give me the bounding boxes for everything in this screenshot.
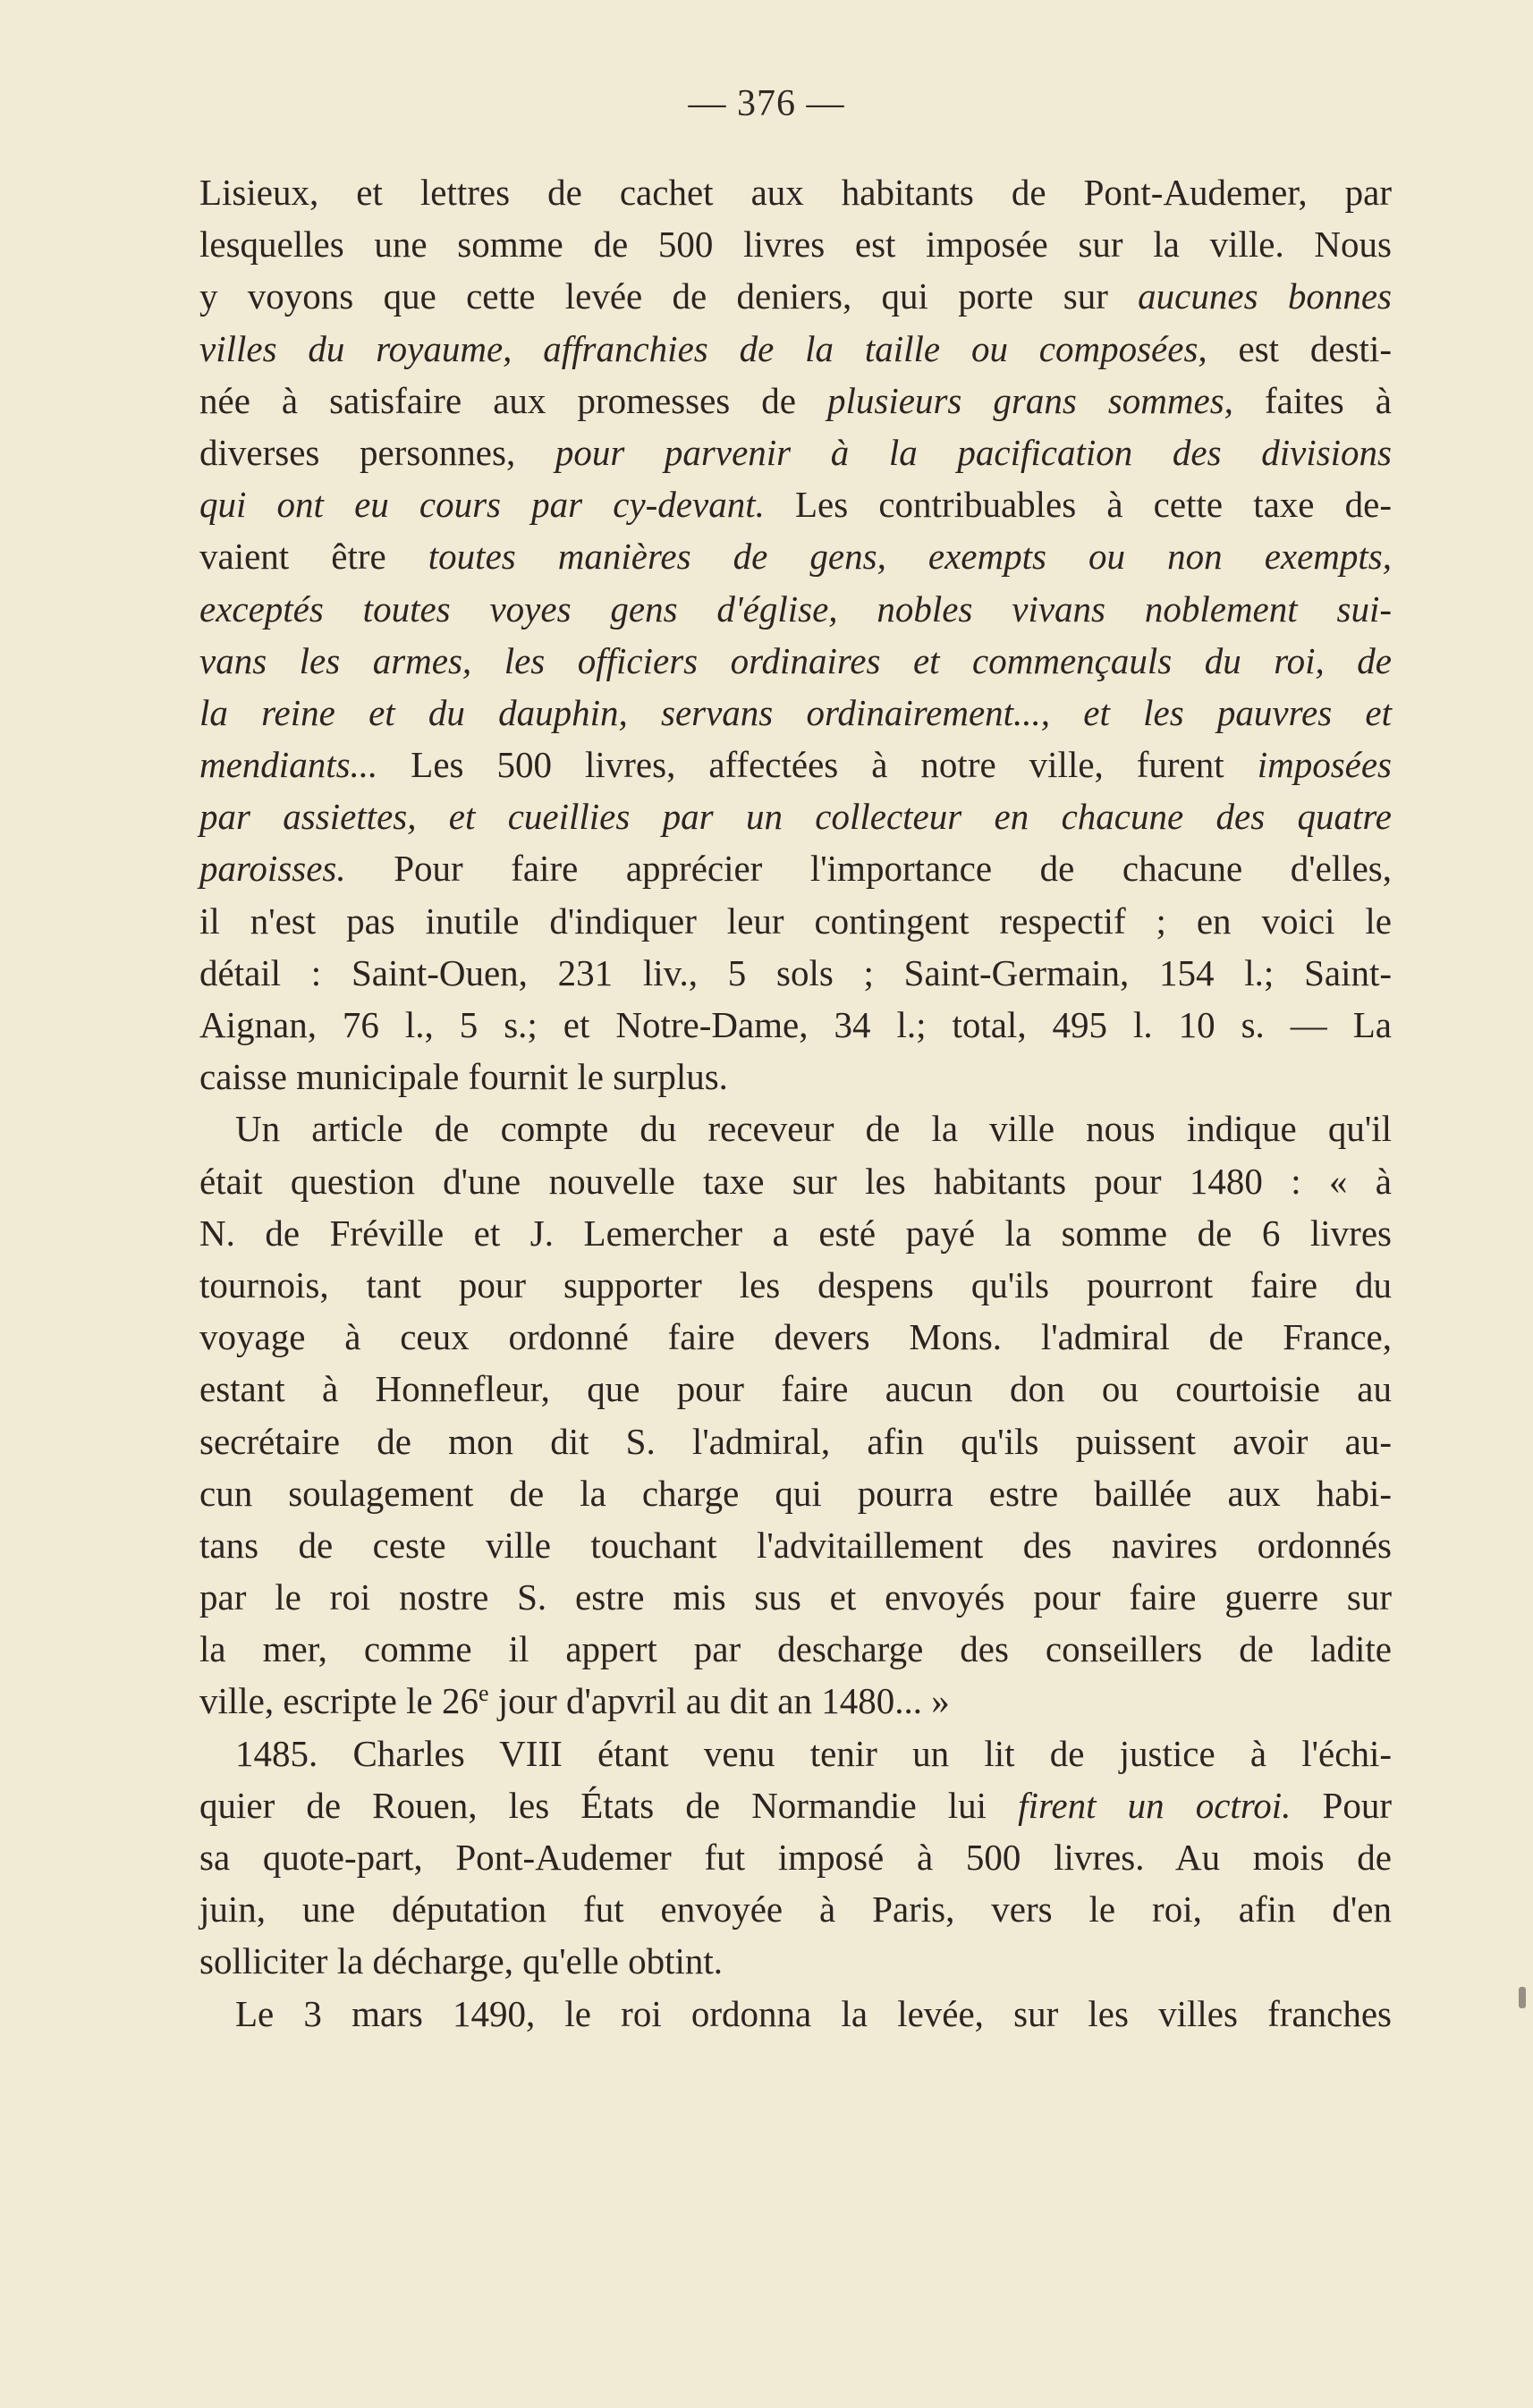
text-run: Les contribuables à cette taxe de-: [764, 484, 1392, 526]
text-run: diverses personnes,: [199, 431, 555, 473]
text-line: [199, 1103, 1392, 1154]
text-run: est desti-: [1207, 327, 1392, 369]
text-line: [199, 947, 1392, 999]
italic-text: la reine et du dauphin, servans ordinairement..., et les pauvres et: [199, 691, 1392, 733]
text-line: [199, 1051, 1392, 1103]
text-line: [199, 1415, 1392, 1467]
text-line: [199, 530, 1392, 582]
text-line: [199, 999, 1392, 1051]
text-run: Les 500 livres, affectées à notre ville, furent: [377, 744, 1258, 786]
page-number: — 376 —: [688, 83, 845, 124]
italic-text: plusieurs grans sommes,: [827, 379, 1233, 421]
text-run: 1485. Charles VIII étant venu tenir un lit de justice à l'échi-: [235, 1732, 1392, 1774]
text-line: [199, 1728, 1392, 1779]
italic-text: imposées: [1257, 744, 1392, 786]
text-line: [199, 635, 1392, 687]
italic-text: par assiettes, et cueillies par un collecteur en chacune des quatre: [199, 796, 1392, 838]
text-line: [199, 790, 1392, 842]
text-run: y voyons que cette levée de deniers, qui porte sur: [199, 275, 1139, 317]
text-line: [199, 842, 1392, 894]
text-line: [199, 1988, 1392, 2040]
text-line: [199, 1831, 1392, 1883]
text-run: par le roi nostre S. estre mis sus et envoyés pour faire guerre sur: [199, 1576, 1392, 1618]
text-line: [199, 1571, 1392, 1623]
text-line: [199, 270, 1392, 322]
italic-text: firent un octroi.: [1018, 1784, 1292, 1826]
paragraph: [199, 166, 1392, 1103]
italic-text: qui ont eu cours par cy-devant.: [199, 484, 765, 526]
text-line: [199, 1519, 1392, 1571]
text-run: Le 3 mars 1490, le roi ordonna la levée, sur les villes franches: [235, 1992, 1392, 2034]
text-run: Un article de compte du receveur de la ville nous indique qu'il: [235, 1108, 1392, 1150]
text-line: [199, 1311, 1392, 1363]
text-run: juin, une députation fut envoyée à Paris, vers le roi, afin d'en: [199, 1888, 1392, 1931]
text-run: Pour faire apprécier l'importance de chacune d'elles,: [345, 848, 1392, 890]
text-run: tans de ceste ville touchant l'advitaillement des navires ordonnés: [199, 1524, 1392, 1566]
text-line: [199, 1155, 1392, 1207]
text-line: [199, 1467, 1392, 1519]
italic-text: pour parvenir à la pacification des divisions: [555, 431, 1392, 473]
italic-text: paroisses.: [199, 848, 346, 890]
text-line: [199, 1779, 1392, 1831]
text-line: [199, 375, 1392, 427]
scan-speck: [1519, 1987, 1526, 2008]
text-run: ville, escripte le 26: [199, 1680, 479, 1722]
text-line: [199, 1883, 1392, 1935]
text-run: Pour: [1291, 1784, 1392, 1826]
text-run: sa quote-part, Pont-Audemer fut imposé à 500 livres. Au mois de: [199, 1837, 1392, 1878]
italic-text: villes du royaume, affranchies de la taille ou composées,: [199, 327, 1207, 369]
paragraph: [199, 1728, 1392, 1988]
text-run: il n'est pas inutile d'indiquer leur contingent respectif ; en voici le: [199, 900, 1392, 942]
text-run: vaient être: [199, 536, 428, 578]
text-line: [199, 687, 1392, 739]
text-run: estant à Honnefleur, que pour faire aucun don ou courtoisie au: [199, 1368, 1392, 1410]
text-run: voyage à ceux ordonné faire devers Mons. l'admiral de France,: [199, 1316, 1392, 1358]
text-run: solliciter la décharge, qu'elle obtint.: [199, 1940, 723, 1982]
text-run: secrétaire de mon dit S. l'admiral, afin qu'ils puissent avoir au-: [199, 1420, 1392, 1462]
text-line: [199, 895, 1392, 947]
text-run: faites à: [1232, 379, 1392, 421]
text-line: [199, 478, 1392, 530]
italic-text: aucunes bonnes: [1138, 275, 1392, 317]
text-run: quier de Rouen, les États de Normandie lui: [199, 1784, 1019, 1826]
superscript: e: [478, 1680, 489, 1707]
text-line: [199, 166, 1392, 218]
text-run: jour d'apvril au dit an 1480... »: [488, 1680, 950, 1722]
text-line: [199, 739, 1392, 790]
text-run: née à satisfaire aux promesses de: [199, 379, 828, 421]
body-text: [199, 166, 1392, 2040]
text-line: [199, 583, 1392, 635]
text-run: détail : Saint-Ouen, 231 liv., 5 sols ; Saint-Germain, 154 l.; Saint-: [199, 951, 1392, 993]
text-line: [199, 1623, 1392, 1675]
text-line: [199, 1935, 1392, 1987]
text-run: caisse municipale fournit le surplus.: [199, 1056, 728, 1098]
text-line: [199, 427, 1392, 478]
text-run: était question d'une nouvelle taxe sur les habitants pour 1480 : « à: [199, 1160, 1392, 1202]
text-run: lesquelles une somme de 500 livres est imposée sur la ville. Nous: [199, 224, 1392, 266]
text-run: Lisieux, et lettres de cachet aux habitants de Pont-Audemer, par: [199, 172, 1392, 213]
text-line: [199, 323, 1392, 375]
italic-text: toutes manières de gens, exempts ou non exempts,: [428, 536, 1392, 578]
italic-text: vans les armes, les officiers ordinaires et commençauls du roi, de: [199, 639, 1392, 681]
text-run: Aignan, 76 l., 5 s.; et Notre-Dame, 34 l.; total, 495 l. 10 s. — La: [199, 1004, 1392, 1045]
text-run: la mer, comme il appert par descharge des conseillers de ladite: [199, 1628, 1392, 1670]
paragraph: [199, 1103, 1392, 1727]
italic-text: mendiants...: [199, 744, 378, 786]
text-run: cun soulagement de la charge qui pourra estre baillée aux habi-: [199, 1472, 1392, 1514]
text-line: [199, 218, 1392, 270]
text-line: [199, 1675, 1392, 1727]
italic-text: exceptés toutes voyes gens d'église, nobles vivans noblement sui-: [199, 587, 1392, 629]
text-line: [199, 1363, 1392, 1415]
text-line: [199, 1259, 1392, 1311]
paragraph: [199, 1988, 1392, 2040]
text-run: tournois, tant pour supporter les despens qu'ils pourront faire du: [199, 1263, 1392, 1305]
text-run: N. de Fréville et J. Lemercher a esté payé la somme de 6 livres: [199, 1212, 1392, 1254]
text-line: [199, 1207, 1392, 1259]
